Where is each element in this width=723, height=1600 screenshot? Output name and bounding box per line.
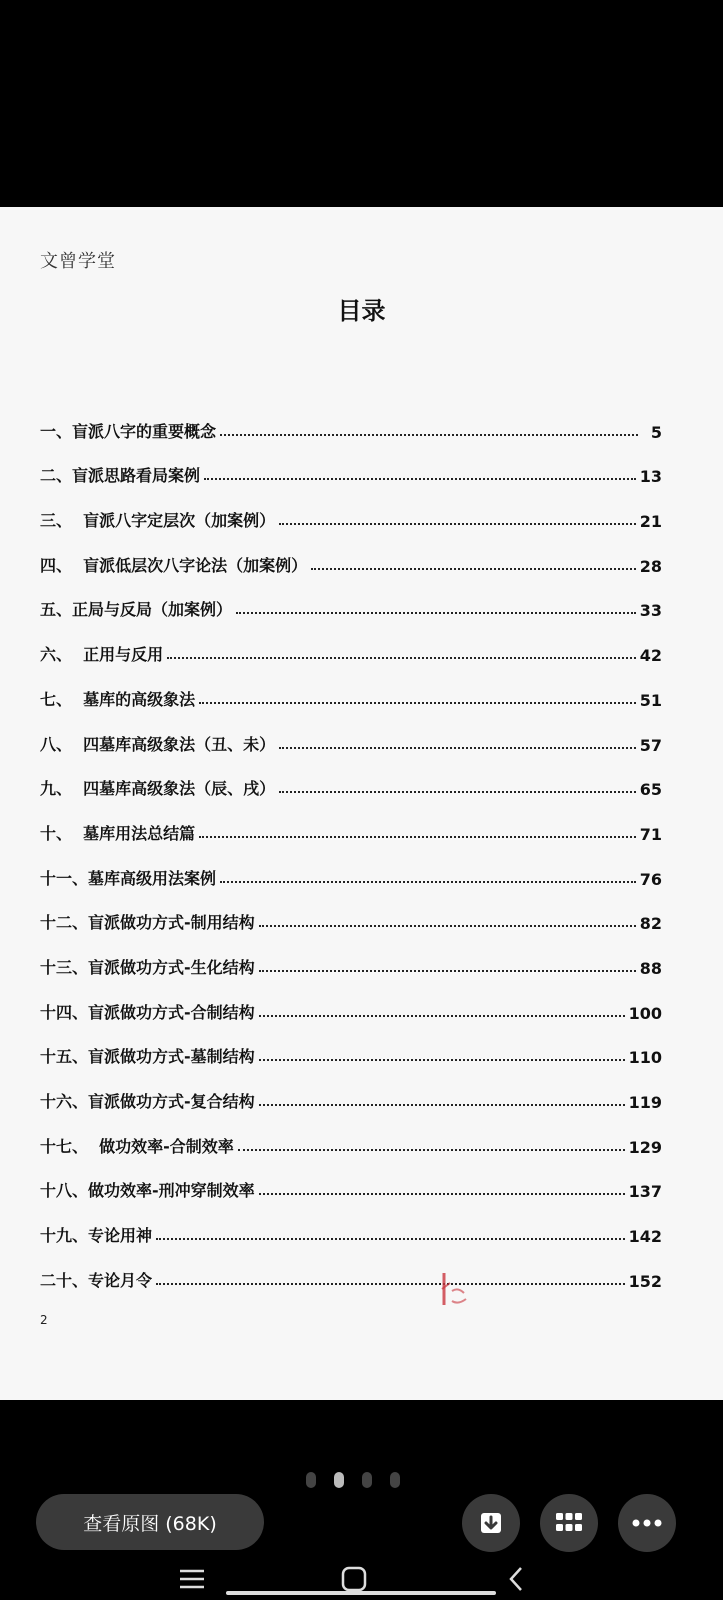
toc-entry-title: 十八、做功效率-刑冲穿制效率 xyxy=(40,1181,255,1201)
toc-entry-title: 八、 四墓库高级象法（丑、未） xyxy=(40,734,276,754)
toc-entry-page: 88 xyxy=(639,958,662,978)
toc-dot-leader xyxy=(259,1014,625,1017)
page-dot xyxy=(334,1472,344,1488)
toc-entry-page: 100 xyxy=(628,1003,662,1023)
toc-entry-page: 119 xyxy=(628,1093,662,1112)
toc-dot-leader xyxy=(220,433,638,436)
more-icon xyxy=(632,1519,662,1527)
toc-entry xyxy=(40,978,662,1023)
recent-apps-button[interactable] xyxy=(172,1565,212,1593)
download-button[interactable] xyxy=(462,1494,520,1552)
toc-entry-page: 28 xyxy=(639,556,662,576)
toc-entry-title: 二十、专论月令 xyxy=(40,1270,153,1290)
page-dot xyxy=(390,1472,400,1488)
toc-entry xyxy=(40,1023,662,1068)
toc-dot-leader xyxy=(156,1282,625,1285)
toc-entry xyxy=(40,486,662,531)
toc-dot-leader xyxy=(204,477,636,480)
toc-entry-page: 13 xyxy=(639,467,662,487)
toc-entry-page: 142 xyxy=(628,1227,662,1247)
red-stamp-mark xyxy=(438,1269,472,1311)
toc-entry-title: 三、 盲派八字定层次（加案例） xyxy=(40,511,276,531)
toc-dot-leader xyxy=(279,790,636,793)
page-number: 2 xyxy=(40,1313,48,1327)
toc-entry-page: 71 xyxy=(639,824,662,844)
toc-entry-title: 一、盲派八字的重要概念 xyxy=(40,421,217,441)
home-button[interactable] xyxy=(334,1565,374,1593)
page-indicator xyxy=(306,1472,400,1488)
document-title: 目录 xyxy=(337,297,386,325)
toc-entry xyxy=(40,1246,662,1291)
toc-dot-leader xyxy=(311,567,636,570)
toc-entry-title: 六、 正用与反用 xyxy=(40,645,164,665)
document-page xyxy=(0,207,723,1400)
toc-entry xyxy=(40,889,662,934)
toc-dot-leader xyxy=(156,1237,625,1240)
toc-dot-leader xyxy=(259,969,636,972)
toc-entry xyxy=(40,933,662,978)
toc-dot-leader xyxy=(199,701,636,704)
toc-entry xyxy=(40,755,662,800)
grid-view-button[interactable] xyxy=(540,1494,598,1552)
toc-entry-title: 十、 墓库用法总结篇 xyxy=(40,823,196,843)
toc-entry xyxy=(40,620,662,665)
toc-entry-title: 十九、专论用神 xyxy=(40,1226,153,1246)
toc-entry-title: 十六、盲派做功方式-复合结构 xyxy=(40,1092,255,1111)
toc-entry-title: 九、 四墓库高级象法（辰、戌） xyxy=(40,779,276,799)
toc-entry-page: 21 xyxy=(639,512,662,532)
toc-dot-leader xyxy=(279,746,636,749)
toc-dot-leader xyxy=(259,1058,625,1061)
toc-entry-page: 152 xyxy=(628,1271,662,1291)
toc-dot-leader xyxy=(259,1192,625,1195)
toc-entry xyxy=(40,576,662,621)
toc-entry-title: 十三、盲派做功方式-生化结构 xyxy=(40,957,255,977)
page-dot xyxy=(362,1472,372,1488)
toc-entry xyxy=(40,1067,662,1112)
toc-entry xyxy=(40,1201,662,1246)
toc-entry-title: 十七、 做功效率-合制效率 xyxy=(40,1136,234,1156)
toc-entry-title: 十四、盲派做功方式-合制结构 xyxy=(40,1002,255,1022)
toc-dot-leader xyxy=(238,1148,625,1151)
toc-entry-page: 33 xyxy=(639,601,662,621)
toc-dot-leader xyxy=(199,835,636,838)
gesture-bar xyxy=(226,1591,496,1595)
toc-entry xyxy=(40,665,662,710)
toc-entry-title: 十二、盲派做功方式-制用结构 xyxy=(40,913,255,933)
menu-icon xyxy=(179,1569,205,1589)
toc-dot-leader xyxy=(259,1103,625,1106)
toc-entry-page: 137 xyxy=(628,1182,662,1202)
document-brand: 文曾学堂 xyxy=(40,251,116,272)
view-original-button[interactable]: 查看原图 (68K) xyxy=(36,1494,264,1550)
toc-entry xyxy=(40,710,662,755)
toc-entry-page: 65 xyxy=(639,780,662,800)
toc-entry-page: 5 xyxy=(650,422,662,442)
toc-entry xyxy=(40,844,662,889)
toc-entry xyxy=(40,1112,662,1157)
toc-entry-title: 七、 墓库的高级象法 xyxy=(40,689,196,709)
grid-icon xyxy=(555,1511,583,1535)
toc-entry-page: 51 xyxy=(639,690,662,710)
toc-entry xyxy=(40,442,662,487)
toc-dot-leader xyxy=(220,880,636,883)
toc-entry-page: 129 xyxy=(628,1137,662,1157)
toc-entry-page: 76 xyxy=(639,869,662,889)
toc-dot-leader xyxy=(167,656,636,659)
toc-entry xyxy=(40,1157,662,1202)
toc-entry-title: 十一、墓库高级用法案例 xyxy=(40,868,217,888)
download-icon xyxy=(477,1509,505,1537)
toc-entry-page: 82 xyxy=(639,914,662,934)
toc-entry-title: 十五、盲派做功方式-墓制结构 xyxy=(40,1047,255,1067)
toc-dot-leader xyxy=(279,522,636,525)
toc-entry-title: 二、盲派思路看局案例 xyxy=(40,466,201,486)
toc-entry xyxy=(40,531,662,576)
more-options-button[interactable] xyxy=(618,1494,676,1552)
toc-entry-title: 四、 盲派低层次八字论法（加案例） xyxy=(40,555,308,575)
home-icon xyxy=(341,1566,367,1592)
toc-entry xyxy=(40,397,662,442)
toc-entry-title: 五、正局与反局（加案例） xyxy=(40,600,233,620)
table-of-contents xyxy=(40,397,662,1291)
toc-dot-leader xyxy=(259,924,636,927)
toc-entry xyxy=(40,799,662,844)
toc-entry-page: 42 xyxy=(639,646,662,666)
back-icon xyxy=(508,1566,524,1592)
toc-entry-page: 57 xyxy=(639,735,662,755)
toc-entry-page: 110 xyxy=(628,1048,662,1068)
back-button[interactable] xyxy=(496,1565,536,1593)
toc-dot-leader xyxy=(236,611,636,614)
page-dot xyxy=(306,1472,316,1488)
